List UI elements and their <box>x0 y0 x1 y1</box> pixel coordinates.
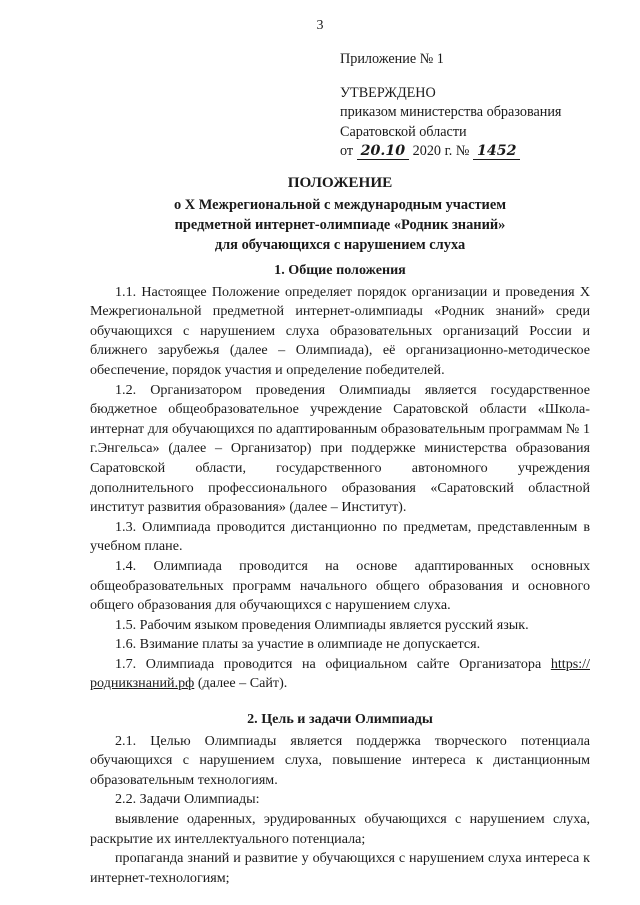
section-2-heading: 2. Цель и задачи Олимпиады <box>247 711 433 728</box>
paragraph-1-5: 1.5. Рабочим языком проведения Олимпиады является русский язык. <box>115 616 529 633</box>
paragraph-1-3: 1.3. Олимпиада проводится дистанционно по предметам, представленным в учебном плане. <box>90 518 590 555</box>
paragraph-1-1: 1.1. Настоящее Положение определяет порядок организации и проведения X Межрегиональной предметной интернет-олимпиады «Родник знаний» среди обучающихся с нарушением слуха образовательных организаций России и ближнего зарубежья (далее – Олимпиада), её организационно-методическое обеспечение, порядок участия и определение победителей. <box>90 283 590 378</box>
title-heading: ПОЛОЖЕНИЕ <box>287 174 393 191</box>
approval-date-line <box>340 142 561 162</box>
paragraph-2-task-2: пропаганда знаний и развитие у обучающихся с нарушением слуха интереса к интернет-технологиям; <box>90 850 590 886</box>
paragraph-1-4: 1.4. Олимпиада проводится на основе адаптированных основных общеобразовательных программ начального общего образования и основного общего образования для обучающихся с нарушением слуха. <box>90 557 590 614</box>
section-1-heading: 1. Общие положения <box>274 262 406 278</box>
paragraph-1-7-tail: (далее – Сайт). <box>194 675 288 692</box>
handwritten-date: 20.10 <box>357 143 409 160</box>
paragraph-2-2: 2.2. Задачи Олимпиады: <box>115 791 260 808</box>
paragraph-2-task-1: выявление одаренных, эрудированных обучающихся с нарушением слуха, раскрытие их интеллектуального потенциала; <box>90 811 590 847</box>
approval-line-1: приказом министерства образования <box>340 104 562 120</box>
paragraph-1-7 <box>90 655 590 694</box>
paragraph-1-7-text: 1.7. Олимпиада проводится на официальном сайте Организатора <box>115 655 551 672</box>
date-suffix: 2020 г. № <box>412 143 470 159</box>
paragraph-1-2: 1.2. Организатором проведения Олимпиады является государственное бюджетное общеобразовательное учреждение Саратовской области «Школа-интернат для обучающихся по адаптированным образовательным программам № 1 г.Энгельса» (далее – Организатор) при поддержке министерства образования Саратовской области, государственного автономного учреждения дополнительного профессионального образования «Саратовский областной институт развития образования» (далее – Институт). <box>90 381 590 516</box>
date-prefix: от <box>340 143 354 159</box>
approved-label: УТВЕРЖДЕНО <box>340 84 436 101</box>
site-link[interactable]: https://родникзнаний.рф <box>90 655 590 692</box>
paragraph-2-1: 2.1. Целью Олимпиады является поддержка творческого потенциала обучающихся с нарушением слуха, повышение интереса к дистанционным образовательным технологиям. <box>90 732 590 788</box>
approval-line-2: Саратовской области <box>340 123 467 140</box>
title-line-2: предметной интернет-олимпиаде «Родник знаний» <box>174 217 506 233</box>
document-title <box>90 173 590 255</box>
title-line-3: для обучающихся с нарушением слуха <box>214 237 466 253</box>
handwritten-order-number: 1452 <box>473 143 521 160</box>
document-body <box>90 255 590 888</box>
approval-block <box>340 50 561 162</box>
appendix-label: Приложение № 1 <box>340 51 444 67</box>
page-number: 3 <box>316 18 324 33</box>
title-line-1: о X Межрегиональной с международным участием <box>173 197 507 213</box>
paragraph-1-6: 1.6. Взимание платы за участие в олимпиаде не допускается. <box>115 636 481 653</box>
